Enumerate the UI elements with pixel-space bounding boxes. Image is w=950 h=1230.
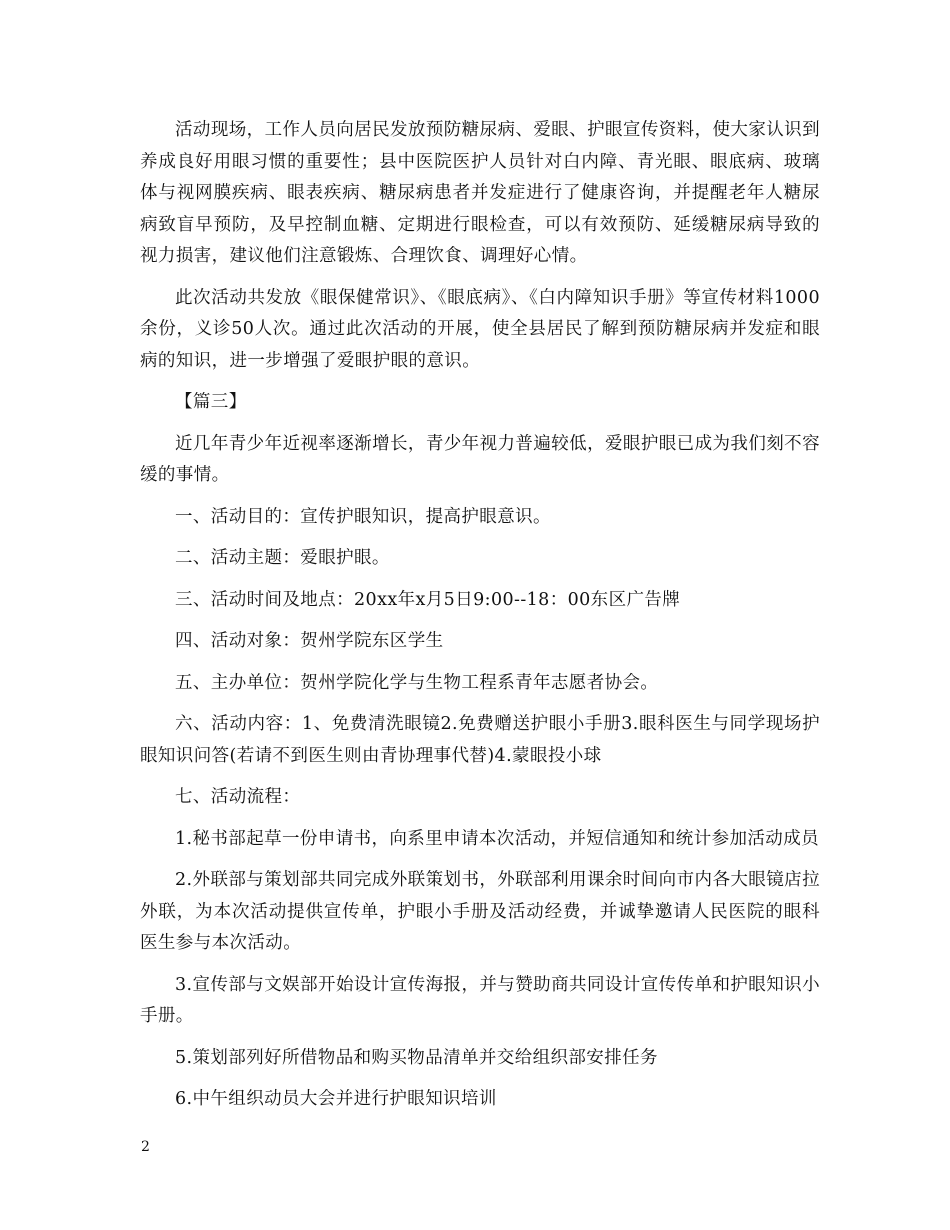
process-step-1: 1.秘书部起草一份申请书，向系里申请本次活动，并短信通知和统计参加活动成员	[175, 828, 819, 849]
process-step-5: 5.策划部列好所借物品和购买物品清单并交给组织部安排任务	[175, 1047, 658, 1068]
item-activity-content: 六、活动内容：1、免费清洗眼镜2.免费赠送护眼小手册3.眼科医生与同学现场护眼知识问答(若请不到医生则由青协理事代替)4.蒙眼投小球	[140, 714, 820, 766]
item-activity-purpose: 一、活动目的：宣传护眼知识，提高护眼意识。	[175, 506, 551, 527]
item-activity-process: 七、活动流程：	[175, 787, 301, 807]
paragraph-activity-scene: 活动现场，工作人员向居民发放预防糖尿病、爱眼、护眼宣传资料，使大家认识到养成良好用眼习惯的重要性；县中医院医护人员针对白内障、青光眼、眼底病、玻璃体与视网膜疾病、眼表疾病、糖尿病患者并发症进行了健康咨询，并提醒老年人糖尿病致盲早预防，及早控制血糖、定期进行眼检查，可以有效预防、延缓糖尿病导致的视力损害，建议他们注意锻炼、合理饮食、调理好心情。	[140, 120, 820, 266]
item-activity-theme: 二、活动主题：爱眼护眼。	[175, 548, 390, 568]
item-organizer: 五、主办单位：贺州学院化学与生物工程系青年志愿者协会。	[175, 672, 659, 693]
body-text	[140, 115, 820, 1126]
section-heading-part-three: 【篇三】	[175, 392, 247, 412]
process-step-2: 2.外联部与策划部共同完成外联策划书，外联部利用课余时间向市内各大眼镜店拉外联，为本次活动提供宣传单，护眼小手册及活动经费，并诚挚邀请人民医院的眼科医生参与本次活动。	[140, 870, 820, 953]
item-activity-time-place: 三、活动时间及地点：20xx年x月5日9:00--18：00东区广告牌	[175, 589, 681, 610]
paragraph-intro: 近几年青少年近视率逐渐增长，青少年视力普遍较低，爱眼护眼已成为我们刻不容缓的事情。	[140, 433, 820, 485]
paragraph-materials-distributed: 此次活动共发放《眼保健常识》、《眼底病》、《白内障知识手册》等宣传材料1000余份，义诊50人次。通过此次活动的开展，使全县居民了解到预防糖尿病并发症和眼病的知识，进一步增强了爱眼护眼的意识。	[140, 287, 820, 371]
process-step-3: 3.宣传部与文娱部开始设计宣传海报，并与赞助商共同设计宣传传单和护眼知识小手册。	[140, 974, 820, 1026]
process-step-6: 6.中午组织动员大会并进行护眼知识培训	[175, 1089, 497, 1109]
page-number: 2	[141, 1139, 150, 1155]
item-activity-audience: 四、活动对象：贺州学院东区学生	[175, 631, 444, 651]
